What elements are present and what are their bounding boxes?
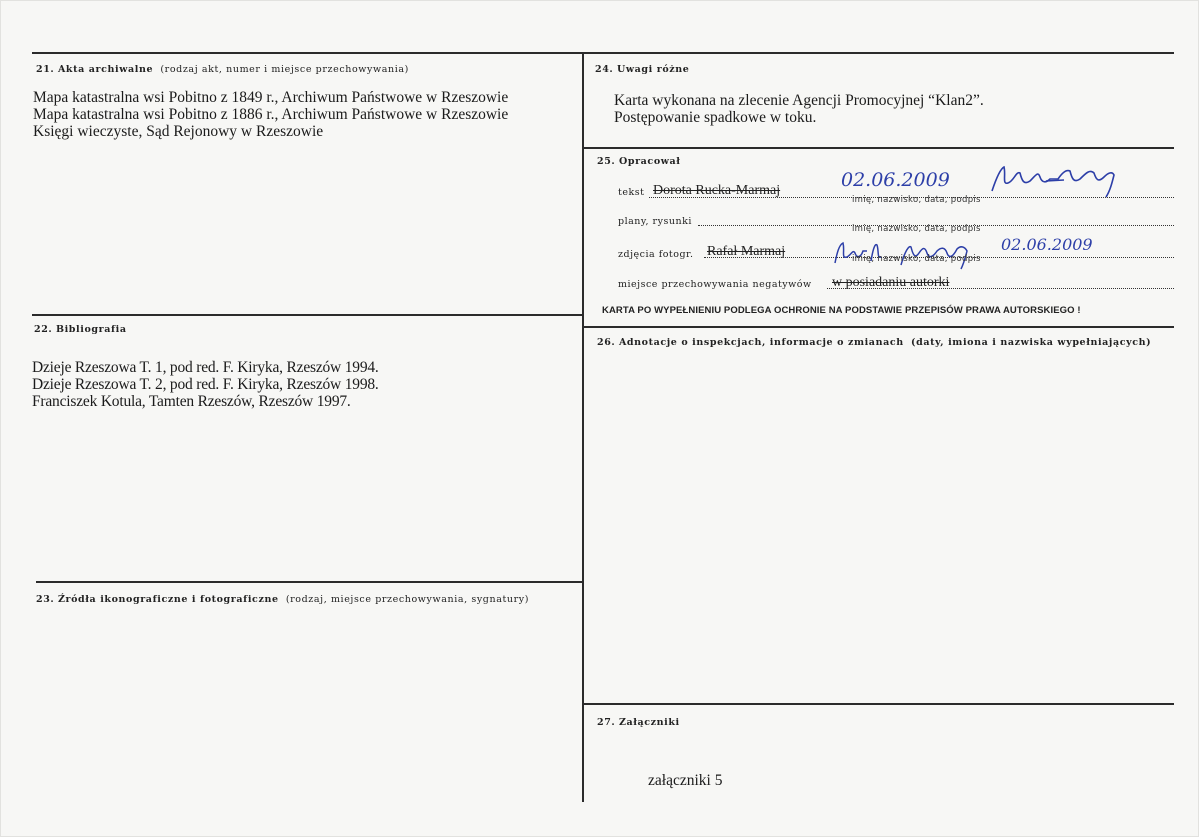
section-21-hint: (rodzaj akt, numer i miejsce przechowywania) xyxy=(160,64,409,75)
top-rule-right xyxy=(584,52,1174,54)
tekst-author-value: Dorota Rucka-Marmaj xyxy=(653,183,781,198)
section-23-number: 23. xyxy=(36,594,55,605)
archive-line: Księgi wieczyste, Sąd Rejonowy w Rzeszowie xyxy=(33,123,324,140)
top-rule-left xyxy=(32,52,584,54)
section-26-title: Adnotacje o inspekcjach, informacje o zmianach xyxy=(618,337,904,348)
section-21-number: 21. xyxy=(36,64,55,75)
section-23-heading xyxy=(36,594,529,605)
section-25-title: Opracował xyxy=(618,156,681,167)
zdjecia-handwritten-date: 02.06.2009 xyxy=(1001,235,1093,254)
zdjecia-label: zdjęcia fotogr. xyxy=(618,249,694,260)
center-divider xyxy=(582,52,584,802)
section-27-title: Załączniki xyxy=(618,717,680,728)
section-23-title: Źródła ikonograficzne i fotograficzne xyxy=(57,594,279,605)
rule-27 xyxy=(584,703,1174,705)
section-22-number: 22. xyxy=(34,324,53,335)
zdjecia-caption: imię, nazwisko, data, podpis xyxy=(852,254,981,264)
section-25-heading xyxy=(597,156,681,167)
section-24-heading xyxy=(595,64,689,75)
tekst-label: tekst xyxy=(618,187,645,198)
rule-26 xyxy=(584,326,1174,328)
section-25-number: 25. xyxy=(597,156,616,167)
bibliography-item: Franciszek Kotula, Tamten Rzeszów, Rzeszów 1997. xyxy=(32,393,351,410)
plany-label: plany, rysunki xyxy=(618,216,692,227)
section-22-heading xyxy=(34,324,127,335)
bibliography-item: Dzieje Rzeszowa T. 1, pod red. F. Kiryka, Rzeszów 1994. xyxy=(32,359,379,376)
archive-line: Mapa katastralna wsi Pobitno z 1849 r., Archiwum Państwowe w Rzeszowie xyxy=(33,89,509,106)
section-27-heading xyxy=(597,717,680,728)
section-26-hint: (daty, imiona i nazwiska wypełniających) xyxy=(910,337,1152,348)
remark-line: Postępowanie spadkowe w toku. xyxy=(614,109,817,126)
tekst-handwritten-date: 02.06.2009 xyxy=(841,169,950,191)
section-24-title: Uwagi różne xyxy=(616,64,690,75)
remark-line: Karta wykonana na zlecenie Agencji Promocyjnej “Klan2”. xyxy=(614,92,984,109)
bibliography-item: Dzieje Rzeszowa T. 2, pod red. F. Kiryka, Rzeszów 1998. xyxy=(32,376,379,393)
section-21-title: Akta archiwalne xyxy=(57,64,154,75)
attachments-value: załączniki 5 xyxy=(648,772,723,789)
copyright-notice: KARTA PO WYPEŁNIENIU PODLEGA OCHRONIE NA PODSTAWIE PRZEPISÓW PRAWA AUTORSKIEGO ! xyxy=(602,305,1081,316)
section-26-number: 26. xyxy=(597,337,616,348)
section-21-content xyxy=(33,89,508,140)
section-26-heading xyxy=(597,337,1151,348)
negatywy-value: w posiadaniu autorki xyxy=(832,275,950,290)
negatywy-label: miejsce przechowywania negatywów xyxy=(618,279,812,290)
tekst-signature xyxy=(986,161,1136,201)
zdjecia-author-value: Rafał Marmaj xyxy=(707,244,786,259)
archive-line: Mapa katastralna wsi Pobitno z 1886 r., Archiwum Państwowe w Rzeszowie xyxy=(33,106,509,123)
section-22-content xyxy=(32,359,379,410)
section-24-content xyxy=(614,92,984,126)
section-23-hint: (rodzaj, miejsce przechowywania, sygnatury) xyxy=(285,594,530,605)
rule-22 xyxy=(32,314,584,316)
section-22-title: Bibliografia xyxy=(55,324,127,335)
tekst-caption: imię, nazwisko, data, podpis xyxy=(852,195,981,205)
rule-23 xyxy=(36,581,584,583)
rule-25 xyxy=(584,147,1174,149)
section-24-number: 24. xyxy=(595,64,614,75)
plany-caption: imię, nazwisko, data, podpis xyxy=(852,224,981,234)
section-27-number: 27. xyxy=(597,717,616,728)
section-21-heading xyxy=(36,64,409,75)
